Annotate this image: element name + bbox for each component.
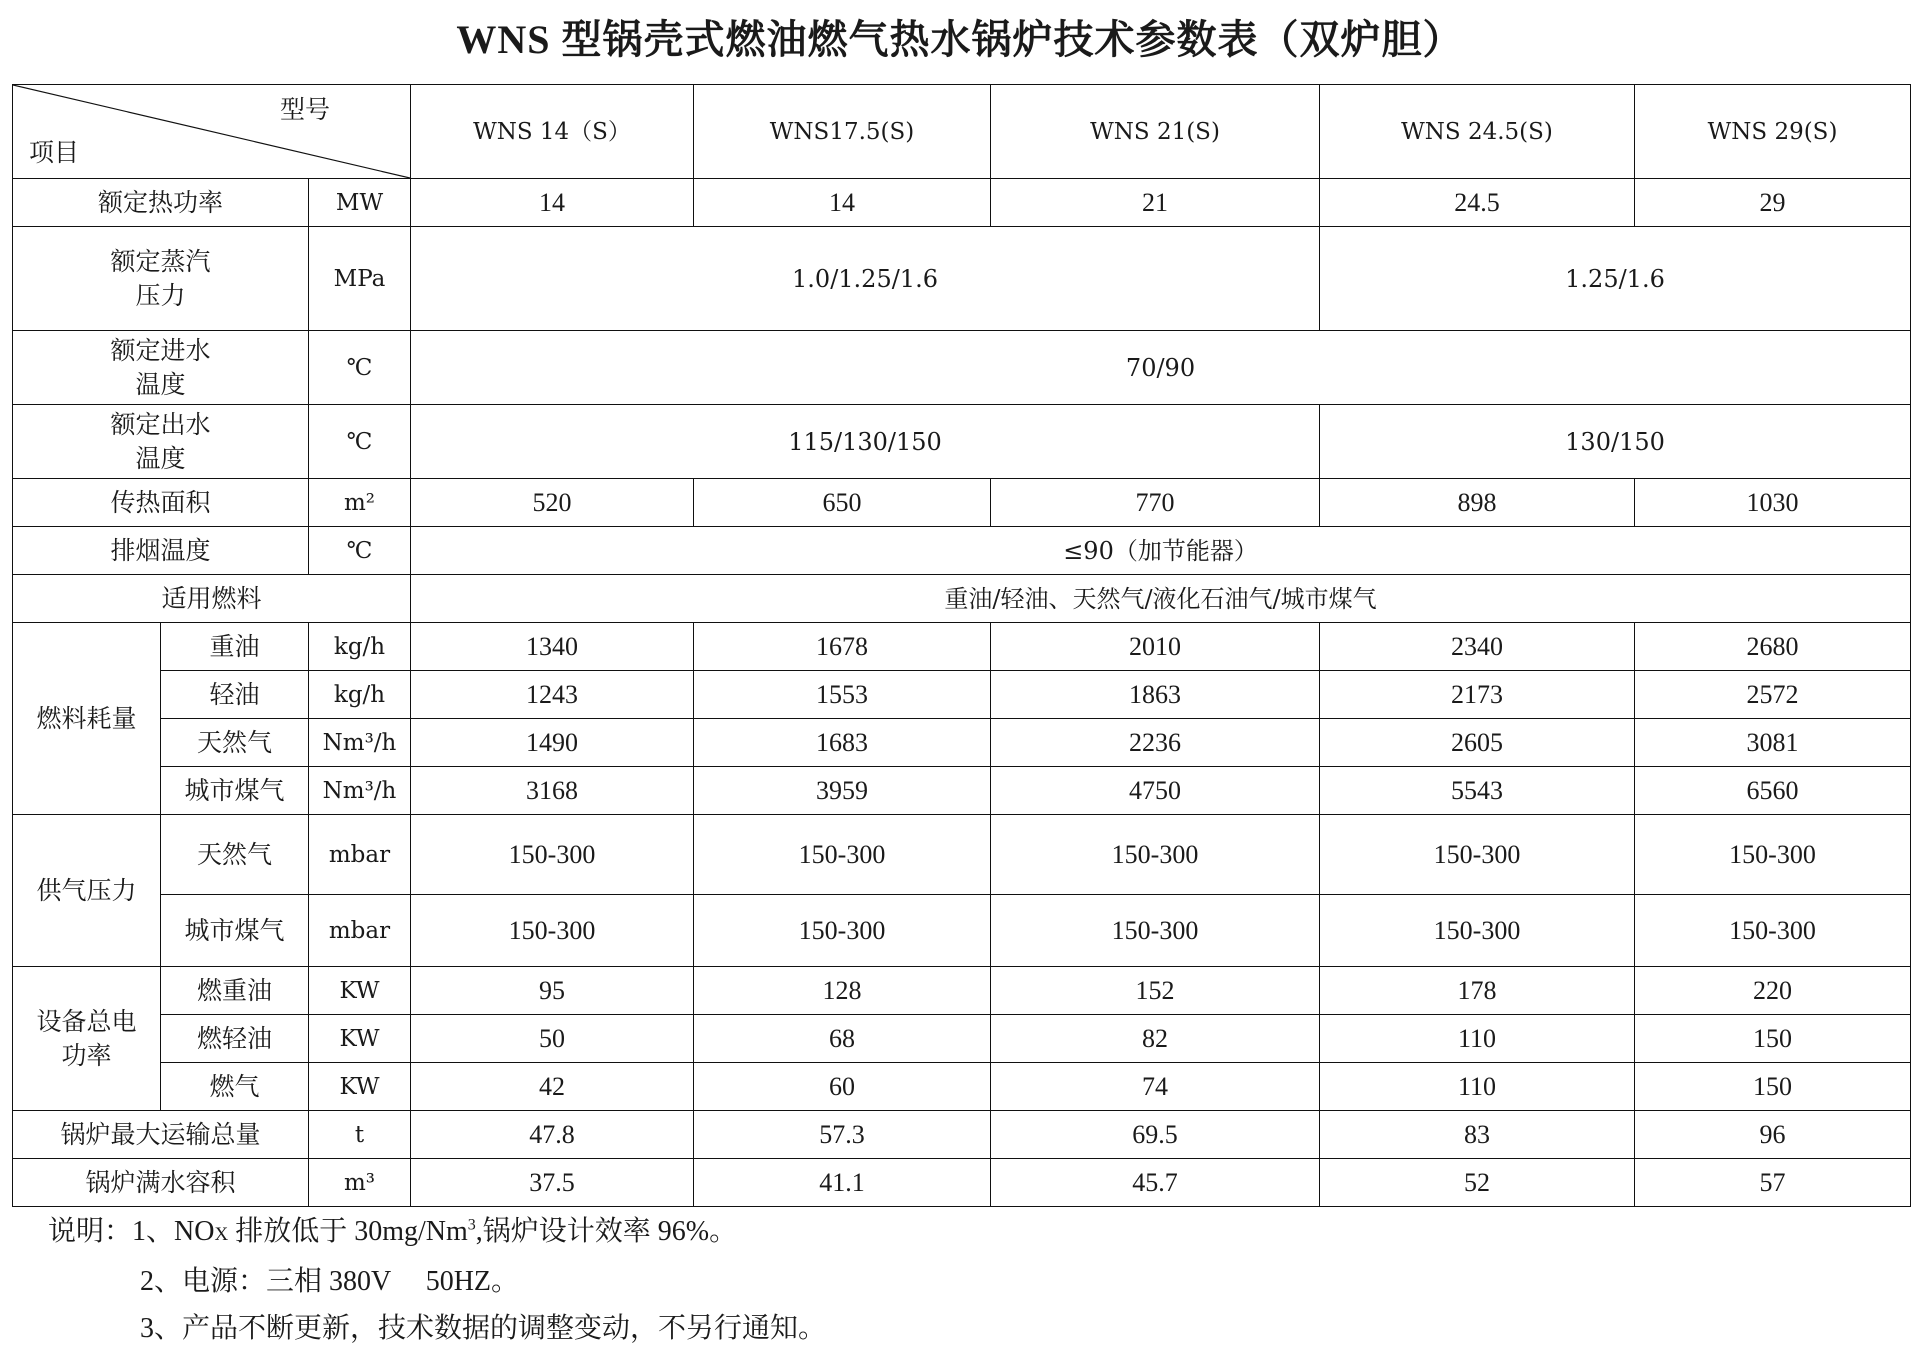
table-row xyxy=(13,815,1911,895)
value-cell: 1243 xyxy=(411,671,694,719)
value-cell: 150-300 xyxy=(1320,815,1635,895)
value-cell: 1340 xyxy=(411,623,694,671)
unit-cell: KW xyxy=(309,967,411,1015)
value-cell: 74 xyxy=(991,1063,1320,1111)
document-title: WNS 型锅壳式燃油燃气热水锅炉技术参数表（双炉胆） xyxy=(456,17,1464,62)
table-row xyxy=(13,623,1911,671)
unit-cell: MW xyxy=(309,179,411,227)
value-cell: 57.3 xyxy=(694,1111,991,1159)
unit-cell: ℃ xyxy=(309,331,411,405)
note-line xyxy=(48,1208,1848,1258)
value-cell: 50 xyxy=(411,1015,694,1063)
table-row xyxy=(13,527,1911,575)
value-cell: 220 xyxy=(1635,967,1911,1015)
value-cell-merged: ≤90（加节能器） xyxy=(411,527,1911,575)
value-cell: 37.5 xyxy=(411,1159,694,1207)
value-cell: 2340 xyxy=(1320,623,1635,671)
value-cell: 21 xyxy=(991,179,1320,227)
value-cell: 96 xyxy=(1635,1111,1911,1159)
value-cell: 6560 xyxy=(1635,767,1911,815)
table-row xyxy=(13,331,1911,405)
unit-cell: t xyxy=(309,1111,411,1159)
sub-label: 轻油 xyxy=(161,671,309,719)
note-text: ,锅炉设计效率 96%。 xyxy=(475,1216,738,1247)
table-row xyxy=(13,1159,1911,1207)
model-name-cell: WNS 14（S） xyxy=(411,85,694,179)
value-cell: 82 xyxy=(991,1015,1320,1063)
value-cell: 150-300 xyxy=(1320,895,1635,967)
value-cell: 110 xyxy=(1320,1063,1635,1111)
table-row xyxy=(13,1063,1911,1111)
unit-cell: KW xyxy=(309,1015,411,1063)
unit-cell: MPa xyxy=(309,227,411,331)
row-label xyxy=(13,405,309,479)
row-label: 锅炉满水容积 xyxy=(13,1159,309,1207)
sub-label: 燃气 xyxy=(161,1063,309,1111)
value-cell: 150 xyxy=(1635,1063,1911,1111)
row-label: 锅炉最大运输总量 xyxy=(13,1111,309,1159)
value-cell-merged: 1.0/1.25/1.6 xyxy=(411,227,1320,331)
row-label: 传热面积 xyxy=(13,479,309,527)
sub-label: 燃轻油 xyxy=(161,1015,309,1063)
value-cell: 770 xyxy=(991,479,1320,527)
value-cell: 150-300 xyxy=(411,815,694,895)
value-cell: 1863 xyxy=(991,671,1320,719)
note-line: 2、电源：三相 380V 50HZ。 xyxy=(140,1266,520,1297)
value-cell: 60 xyxy=(694,1063,991,1111)
row-label: 额定热功率 xyxy=(13,179,309,227)
value-cell: 150-300 xyxy=(1635,895,1911,967)
unit-cell: ℃ xyxy=(309,405,411,479)
value-cell: 2010 xyxy=(991,623,1320,671)
value-cell: 41.1 xyxy=(694,1159,991,1207)
value-cell: 898 xyxy=(1320,479,1635,527)
table-row xyxy=(13,767,1911,815)
sub-label: 燃重油 xyxy=(161,967,309,1015)
group-label xyxy=(13,967,161,1111)
value-cell: 57 xyxy=(1635,1159,1911,1207)
value-cell: 4750 xyxy=(991,767,1320,815)
value-cell: 69.5 xyxy=(991,1111,1320,1159)
note-line: 3、产品不断更新，技术数据的调整变动，不另行通知。 xyxy=(140,1313,827,1344)
value-cell: 14 xyxy=(694,179,991,227)
value-cell: 150-300 xyxy=(694,815,991,895)
value-cell-merged: 130/150 xyxy=(1320,405,1911,479)
model-name-cell: WNS 29(S) xyxy=(1635,85,1911,179)
note-superscript: 3 xyxy=(467,1216,476,1234)
value-cell: 3959 xyxy=(694,767,991,815)
table-row xyxy=(13,479,1911,527)
value-cell: 29 xyxy=(1635,179,1911,227)
corner-header-cell xyxy=(13,85,411,179)
value-cell: 52 xyxy=(1320,1159,1635,1207)
value-cell-merged: 115/130/150 xyxy=(411,405,1320,479)
unit-cell: Nm³/h xyxy=(309,719,411,767)
value-cell-merged: 70/90 xyxy=(411,331,1911,405)
table-row xyxy=(13,227,1911,331)
unit-cell: KW xyxy=(309,1063,411,1111)
spec-table xyxy=(12,84,1911,1207)
model-header-label: 型号 xyxy=(280,95,331,124)
row-label-line: 压力 xyxy=(135,280,186,310)
row-label-line: 温度 xyxy=(135,369,186,399)
value-cell: 2173 xyxy=(1320,671,1635,719)
sub-label: 城市煤气 xyxy=(161,895,309,967)
value-cell: 3168 xyxy=(411,767,694,815)
row-label-line: 温度 xyxy=(135,443,186,473)
unit-cell: kg/h xyxy=(309,623,411,671)
value-cell: 150-300 xyxy=(694,895,991,967)
notes-section xyxy=(48,1208,1848,1352)
value-cell: 1030 xyxy=(1635,479,1911,527)
value-cell: 150 xyxy=(1635,1015,1911,1063)
table-row xyxy=(13,405,1911,479)
value-cell: 1678 xyxy=(694,623,991,671)
row-label-line: 额定蒸汽 xyxy=(110,246,211,276)
table-row xyxy=(13,1111,1911,1159)
row-label-line: 额定出水 xyxy=(110,409,211,439)
table-row xyxy=(13,179,1911,227)
value-cell: 68 xyxy=(694,1015,991,1063)
unit-cell: ℃ xyxy=(309,527,411,575)
model-name-cell: WNS 24.5(S) xyxy=(1320,85,1635,179)
value-cell: 150-300 xyxy=(411,895,694,967)
value-cell: 1490 xyxy=(411,719,694,767)
value-cell: 2605 xyxy=(1320,719,1635,767)
model-name-cell: WNS 21(S) xyxy=(991,85,1320,179)
unit-cell: Nm³/h xyxy=(309,767,411,815)
value-cell: 24.5 xyxy=(1320,179,1635,227)
note-text: 说明：1、NO xyxy=(48,1216,215,1247)
note-text: 排放低于 30mg/Nm xyxy=(228,1216,468,1247)
value-cell: 150-300 xyxy=(1635,815,1911,895)
value-cell: 14 xyxy=(411,179,694,227)
table-row xyxy=(13,575,1911,623)
row-label xyxy=(13,331,309,405)
value-cell: 128 xyxy=(694,967,991,1015)
value-cell: 45.7 xyxy=(991,1159,1320,1207)
value-cell: 178 xyxy=(1320,967,1635,1015)
unit-cell: mbar xyxy=(309,895,411,967)
value-cell: 83 xyxy=(1320,1111,1635,1159)
table-row xyxy=(13,671,1911,719)
row-label: 适用燃料 xyxy=(13,575,411,623)
table-row xyxy=(13,967,1911,1015)
value-cell: 2680 xyxy=(1635,623,1911,671)
sub-label: 城市煤气 xyxy=(161,767,309,815)
value-cell-merged: 重油/轻油、天然气/液化石油气/城市煤气 xyxy=(411,575,1911,623)
table-row xyxy=(13,719,1911,767)
unit-cell: m² xyxy=(309,479,411,527)
unit-cell: kg/h xyxy=(309,671,411,719)
value-cell: 520 xyxy=(411,479,694,527)
item-header-label: 项目 xyxy=(29,138,80,167)
value-cell: 3081 xyxy=(1635,719,1911,767)
unit-cell: mbar xyxy=(309,815,411,895)
table-row xyxy=(13,895,1911,967)
value-cell: 47.8 xyxy=(411,1111,694,1159)
value-cell-merged: 1.25/1.6 xyxy=(1320,227,1911,331)
value-cell: 150-300 xyxy=(991,895,1320,967)
value-cell: 5543 xyxy=(1320,767,1635,815)
value-cell: 2572 xyxy=(1635,671,1911,719)
unit-cell: m³ xyxy=(309,1159,411,1207)
value-cell: 1683 xyxy=(694,719,991,767)
sub-label: 重油 xyxy=(161,623,309,671)
value-cell: 650 xyxy=(694,479,991,527)
table-row xyxy=(13,1015,1911,1063)
sub-label: 天然气 xyxy=(161,719,309,767)
note-subscript: X xyxy=(214,1224,229,1245)
value-cell: 95 xyxy=(411,967,694,1015)
value-cell: 42 xyxy=(411,1063,694,1111)
group-label-line: 设备总电 xyxy=(36,1006,137,1036)
row-label-line: 额定进水 xyxy=(110,335,211,365)
header-row xyxy=(13,85,1911,179)
value-cell: 1553 xyxy=(694,671,991,719)
value-cell: 152 xyxy=(991,967,1320,1015)
sub-label: 天然气 xyxy=(161,815,309,895)
row-label: 排烟温度 xyxy=(13,527,309,575)
group-label-line: 功率 xyxy=(61,1040,112,1070)
group-label: 供气压力 xyxy=(13,815,161,967)
model-name-cell: WNS17.5(S) xyxy=(694,85,991,179)
group-label: 燃料耗量 xyxy=(13,623,161,815)
value-cell: 150-300 xyxy=(991,815,1320,895)
row-label xyxy=(13,227,309,331)
value-cell: 2236 xyxy=(991,719,1320,767)
value-cell: 110 xyxy=(1320,1015,1635,1063)
